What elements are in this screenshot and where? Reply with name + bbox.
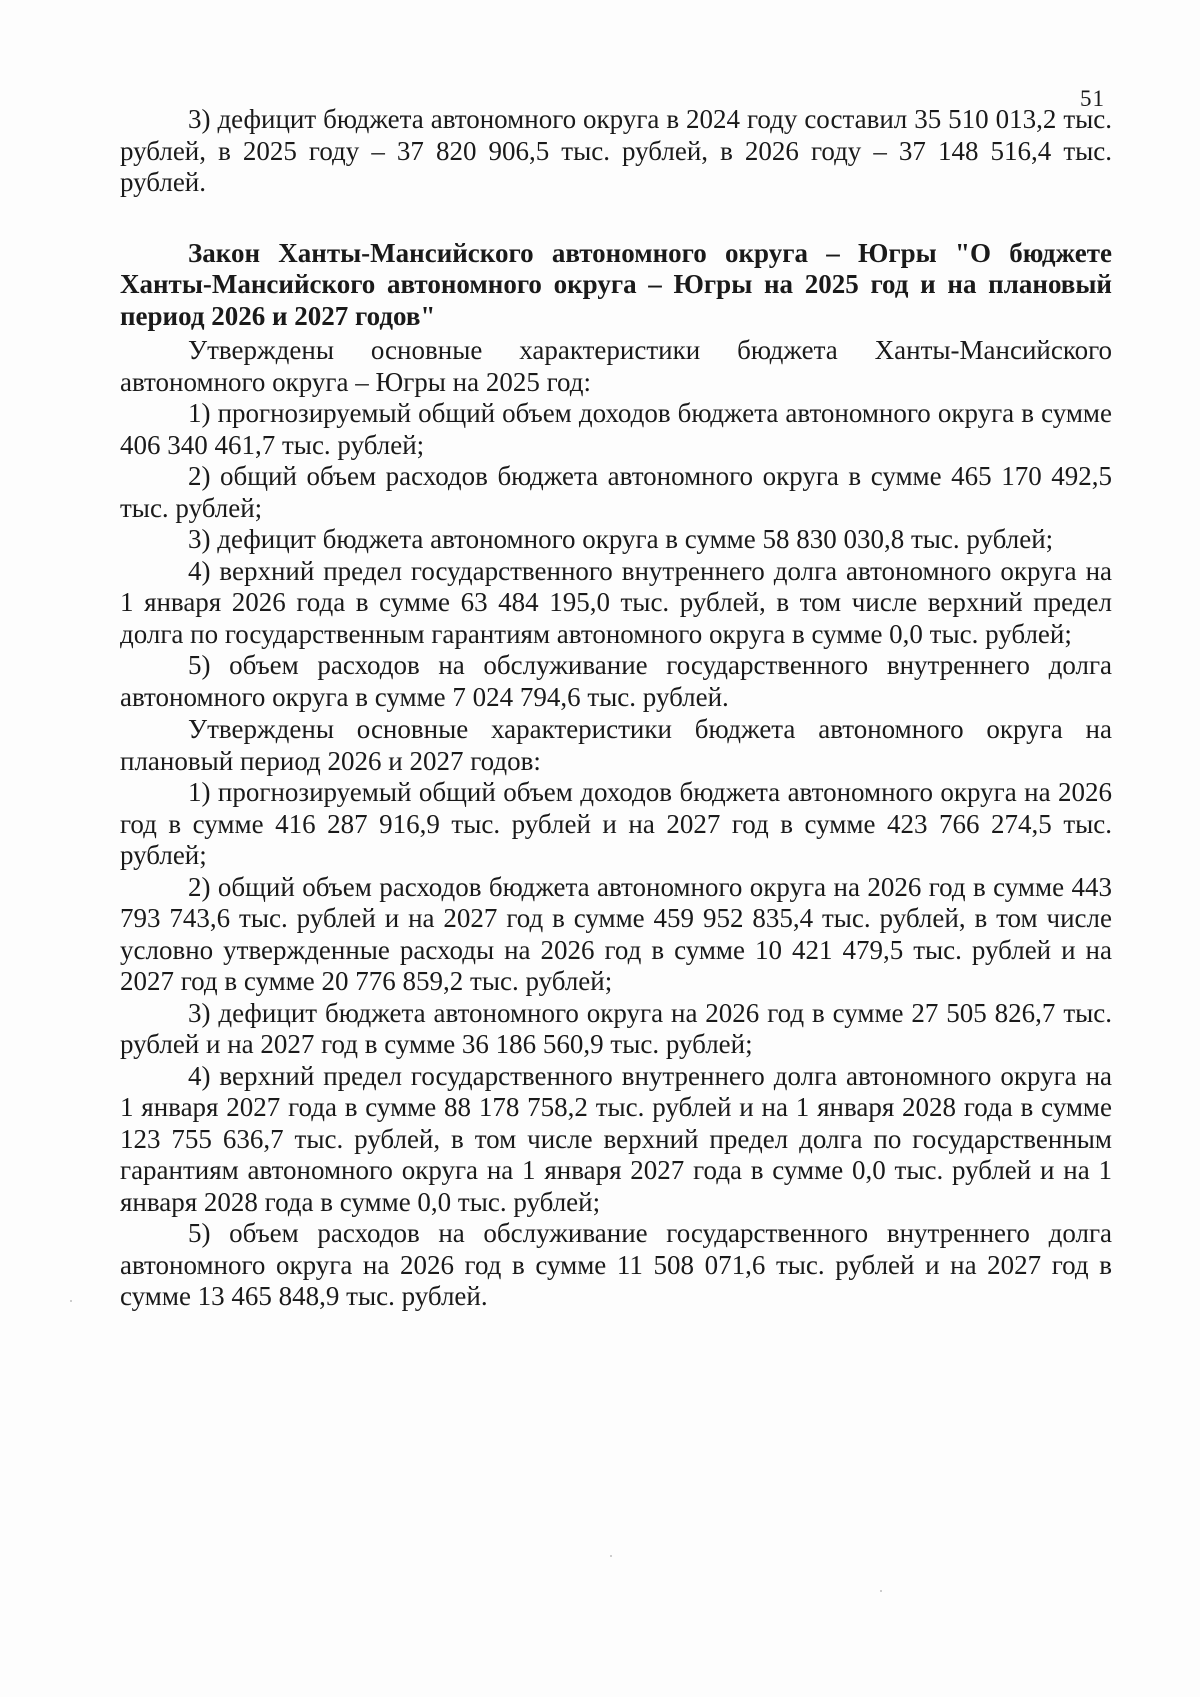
section-2025-item-1: 1) прогнозируемый общий объем доходов бюджета автономного округа в сумме 406 340 461,7 тыс. рублей; <box>120 398 1112 460</box>
section-2025-intro: Утверждены основные характеристики бюджета Ханты-Мансийского автономного округа – Югры на 2025 год: <box>120 335 1112 397</box>
section-plan-item-4: 4) верхний предел государственного внутреннего долга автономного округа на 1 января 2027 года в сумме 88 178 758,2 тыс. рублей и на 1 января 2028 года в сумме 123 755 636,7 тыс. рублей, в том числе верхний предел долга по государственным гарантиям автономного округа на 1 января 2027 года в сумме 0,0 тыс. рублей и на 1 января 2028 года в сумме 0,0 тыс. рублей; <box>120 1060 1112 1217</box>
scan-speck <box>70 1300 72 1302</box>
section-2025-item-2: 2) общий объем расходов бюджета автономного округа в сумме 465 170 492,5 тыс. рублей; <box>120 461 1112 523</box>
section-2025-item-4: 4) верхний предел государственного внутреннего долга автономного округа на 1 января 2026 года в сумме 63 484 195,0 тыс. рублей, в том числе верхний предел долга по государственным гарантиям автономного округа в сумме 0,0 тыс. рублей; <box>120 555 1112 649</box>
deficit-2024-paragraph: 3) дефицит бюджета автономного округа в 2024 году составил 35 510 013,2 тыс. рублей, в 2025 году – 37 820 906,5 тыс. рублей, в 2026 году – 37 148 516,4 тыс. рублей. <box>120 104 1112 197</box>
page-number: 51 <box>1080 86 1105 111</box>
scan-speck <box>880 1590 882 1592</box>
document-body <box>120 104 1112 1313</box>
scan-speck <box>610 1555 612 1557</box>
law-title: Закон Ханты-Мансийского автономного округа – Югры "О бюджете Ханты-Мансийского автономного округа – Югры на 2025 год и на плановый период 2026 и 2027 годов" <box>120 237 1112 331</box>
section-plan-item-2: 2) общий объем расходов бюджета автономного округа на 2026 год в сумме 443 793 743,6 тыс. рублей и на 2027 год в сумме 459 952 835,4 тыс. рублей, в том числе условно утвержденные расходы на 2026 год в сумме 10 421 479,5 тыс. рублей и на 2027 год в сумме 20 776 859,2 тыс. рублей; <box>120 871 1112 996</box>
section-plan-item-1: 1) прогнозируемый общий объем доходов бюджета автономного округа на 2026 год в сумме 416 287 916,9 тыс. рублей и на 2027 год в сумме 423 766 274,5 тыс. рублей; <box>120 777 1112 870</box>
section-plan-intro: Утверждены основные характеристики бюджета автономного округа на плановый период 2026 и 2027 годов: <box>120 714 1112 776</box>
section-2025-item-3: 3) дефицит бюджета автономного округа в сумме 58 830 030,8 тыс. рублей; <box>188 524 1054 554</box>
section-2025-item-5: 5) объем расходов на обслуживание государственного внутреннего долга автономного округа в сумме 7 024 794,6 тыс. рублей. <box>120 650 1112 712</box>
section-plan-item-5: 5) объем расходов на обслуживание государственного внутреннего долга автономного округа на 2026 год в сумме 11 508 071,6 тыс. рублей и на 2027 год в сумме 13 465 848,9 тыс. рублей. <box>120 1218 1112 1311</box>
section-plan-item-3: 3) дефицит бюджета автономного округа на 2026 год в сумме 27 505 826,7 тыс. рублей и на 2027 год в сумме 36 186 560,9 тыс. рублей; <box>120 997 1112 1059</box>
